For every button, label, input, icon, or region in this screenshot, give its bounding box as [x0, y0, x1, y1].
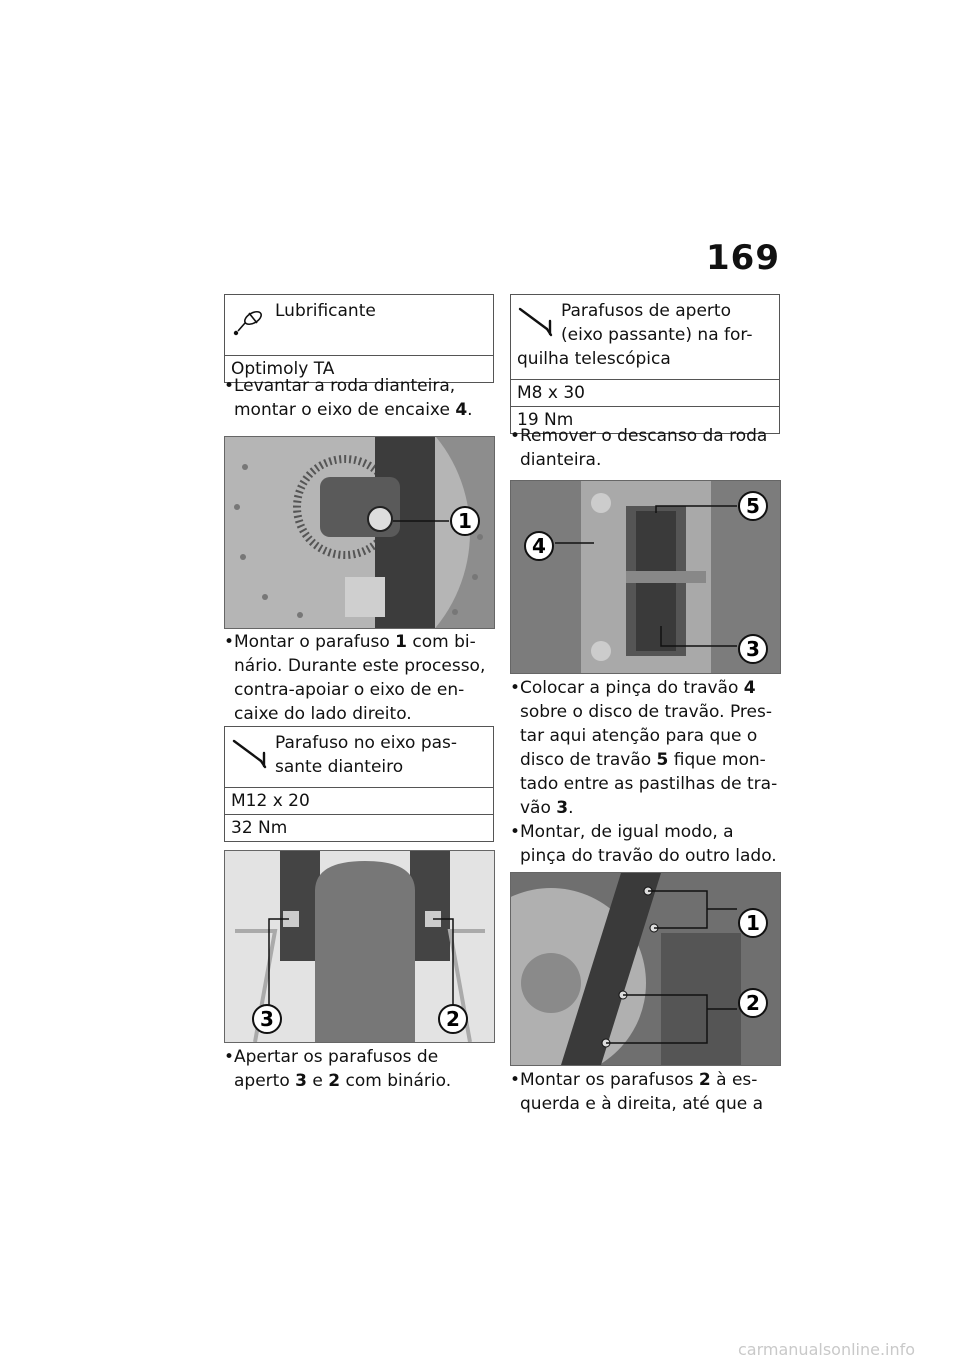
- bolt-size: M12 x 20: [225, 788, 493, 815]
- torque-spec-axle: Parafuso no eixo pas- sante dianteiro M12 x 20 32 Nm: [224, 726, 494, 842]
- callout-4: 4: [532, 534, 546, 558]
- torque-value: 19 Nm: [517, 410, 574, 430]
- torque-wrench-icon: [231, 733, 269, 771]
- page-number: 169: [706, 238, 780, 278]
- torque-value: 32 Nm: [231, 818, 288, 838]
- torque-wrench-icon: [517, 301, 555, 339]
- photo-front-axle: [224, 436, 495, 629]
- callout-2: 2: [446, 1007, 460, 1031]
- step-other-side: • Montar, de igual modo, a pinça do travão do outro lado.: [510, 822, 777, 866]
- step-mount-bolt: • Montar o parafuso 1 com bi- nário. Durante este processo, contra-apoiar o eixo de en- caixe do lado direito.: [224, 632, 486, 724]
- torque-spec-clamp: Parafusos de aperto (eixo passante) na for- quilha telescópica M8 x 30 19 Nm: [510, 294, 780, 434]
- step-tighten-bolts: • Apertar os parafusos de aperto 3 e 2 com binário.: [224, 1047, 452, 1091]
- callout-2: 2: [746, 991, 760, 1015]
- step-mount-caliper-bolts: • Montar os parafusos 2 à es- querda e à direita, até que a: [510, 1070, 764, 1114]
- step-remove-stand: • Remover o descanso da roda dianteira.: [510, 426, 768, 470]
- bolt-size: M8 x 30: [511, 380, 779, 407]
- lubricant-spec-box: [224, 294, 494, 383]
- watermark: carmanualsonline.info: [738, 1340, 916, 1359]
- lubricant-value: Optimoly TA: [231, 359, 335, 379]
- photo-caliper-bolts: [510, 872, 781, 1066]
- photo-fork-bolts: [224, 850, 495, 1043]
- step-raise-wheel: • Levantar a roda dianteira, montar o eixo de encaixe 4.: [224, 376, 473, 420]
- callout-3: 3: [260, 1007, 274, 1031]
- lubricant-icon: [231, 301, 269, 339]
- photo-brake-caliper: [510, 480, 781, 674]
- callout-5: 5: [746, 494, 760, 518]
- callout-1: 1: [458, 509, 472, 533]
- step-place-caliper: • Colocar a pinça do travão 4 sobre o disco de travão. Pres- tar aqui atenção para que o disco de travão 5 fique mon- tado entre as pastilhas de tra- vão 3. • Montar, de igual modo, a pinça do travão do outro lado.: [510, 676, 780, 868]
- lubricant-label: Lubrificante: [275, 301, 376, 321]
- callout-1: 1: [746, 911, 760, 935]
- callout-3: 3: [746, 637, 760, 661]
